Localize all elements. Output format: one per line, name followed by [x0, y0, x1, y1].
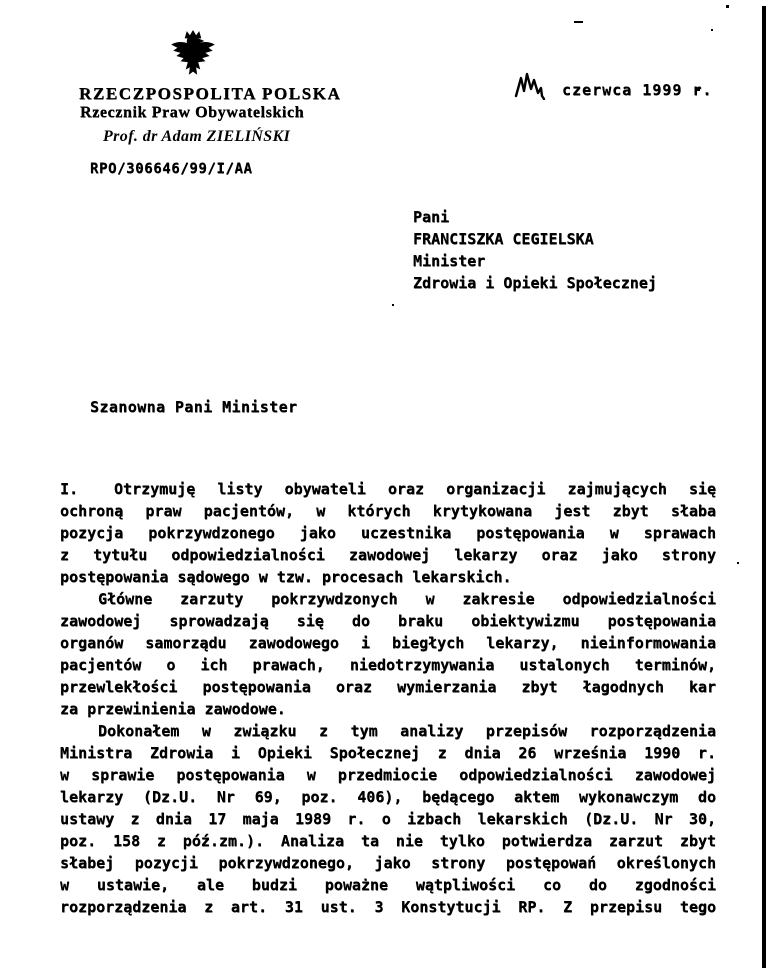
scan-speck [392, 304, 394, 306]
body-line: w ustawie, ale budzi poważne wątpliwości co do zgodności [60, 876, 716, 894]
addressee-name: FRANCISZKA CEGIELSKA [413, 230, 594, 248]
body-line: ustawy z dnia 17 maja 1989 r. o izbach lekarskich (Dz.U. Nr 30, [60, 810, 716, 828]
body-line-text: Otrzymuję listy obywateli oraz organizacji zajmujących się [114, 480, 716, 498]
letterhead-republic: RZECZPOSPOLITA POLSKA [79, 84, 342, 103]
body-line: rozporządzenia z art. 31 ust. 3 Konstytucji RP. Z przepisu tego [60, 898, 716, 916]
body-line: przewlekłości postępowania oraz wymierzania zbyt łagodnych kar [60, 678, 716, 696]
body-line: za przewinienia zawodowe. [60, 700, 286, 718]
body-line: w sprawie postępowania w przedmiocie odpowiedzialności zawodowej [60, 766, 716, 784]
greeting: Szanowna Pani Minister [90, 398, 298, 416]
scan-speck [711, 29, 713, 31]
body-line: z tytułu odpowiedzialności zawodowej lekarzy oraz jako strony [60, 546, 716, 564]
letterhead-signer: Prof. dr Adam ZIELIŃSKI [103, 128, 291, 145]
scan-speck [574, 21, 583, 23]
letter-body [60, 478, 716, 918]
body-line: lekarzy (Dz.U. Nr 69, poz. 406), będącego aktem wykonawczym do [60, 788, 716, 806]
reference-number: RPO/306646/99/I/AA [90, 161, 253, 177]
body-line: pacjentów o ich prawach, niedotrzymywania ustalonych terminów, [60, 656, 716, 674]
body-line: Główne zarzuty pokrzywdzonych w zakresie odpowiedzialności [98, 590, 716, 608]
body-line: słabej pozycji pokrzywdzonego, jako strony postępowań określonych [60, 854, 716, 872]
letterhead-office: Rzecznik Praw Obywatelskich [80, 104, 305, 121]
scan-edge-line [762, 6, 766, 968]
body-line: postępowania sądowego w tzw. procesach lekarskich. [60, 568, 512, 586]
scan-speck [726, 5, 729, 8]
addressee-salutation: Pani [413, 208, 450, 226]
polish-eagle-icon [166, 30, 220, 82]
addressee-block [413, 206, 657, 294]
body-line: organów samorządu zawodowego i biegłych lekarzy, nieinformowania [60, 634, 716, 652]
scan-speck [737, 562, 739, 564]
body-line: ochroną praw pacjentów, w których krytykowana jest zbyt słaba [60, 502, 716, 520]
body-line: pozycja pokrzywdzonego jako uczestnika postępowania w sprawach [60, 524, 716, 542]
date-line [514, 70, 712, 100]
body-line: zawodowej sprowadzają się do braku obiektywizmu postępowania [60, 612, 716, 630]
paragraph-marker: I. [60, 480, 79, 498]
body-line: Ministra Zdrowia i Opieki Społecznej z dnia 26 września 1990 r. [60, 744, 716, 762]
date-text: czerwca 1999 r. [562, 81, 713, 99]
body-line: Dokonałem w związku z tym analizy przepisów rozporządzenia [98, 722, 716, 740]
handwritten-day-icon [514, 70, 556, 100]
addressee-department: Zdrowia i Opieki Społecznej [413, 274, 657, 292]
addressee-title: Minister [413, 252, 486, 270]
body-line: poz. 158 z póź.zm.). Analiza ta nie tylko potwierdza zarzut zbyt [60, 832, 716, 850]
body-line [60, 478, 716, 500]
